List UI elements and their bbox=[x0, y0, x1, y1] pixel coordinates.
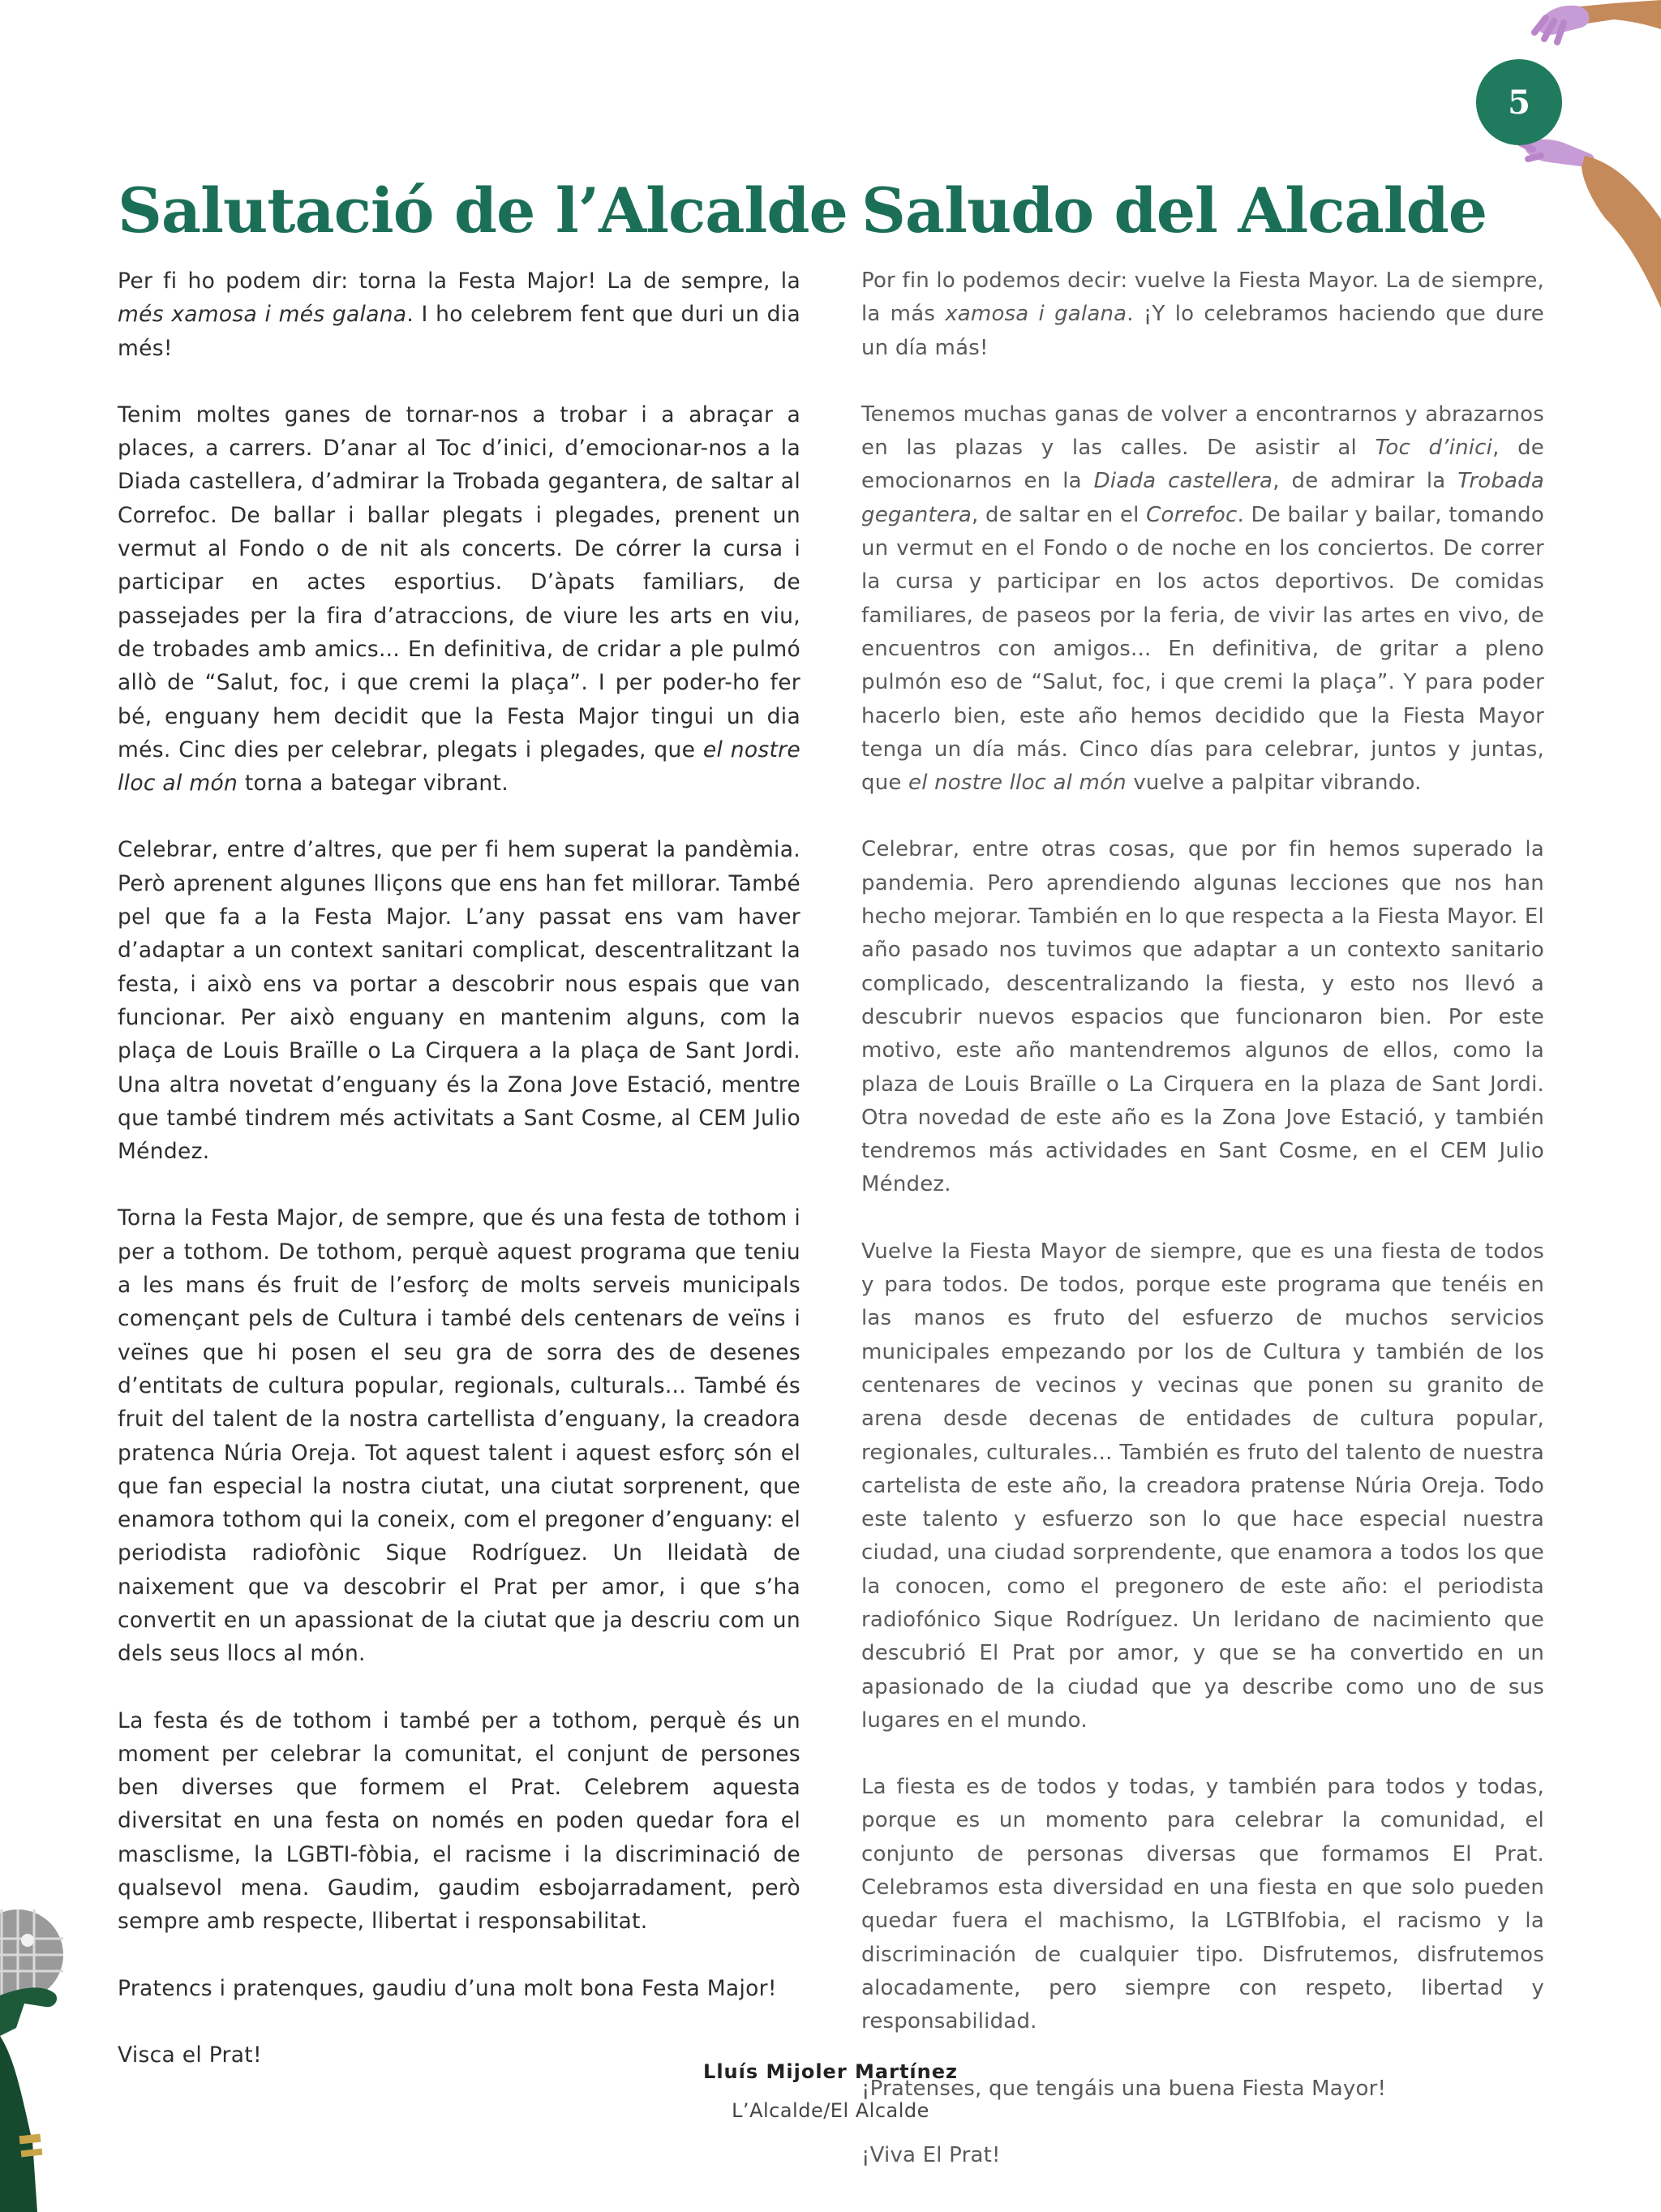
text-run: , de admirar la bbox=[1273, 469, 1458, 494]
text-run: ¡Viva El Prat! bbox=[861, 2142, 1001, 2167]
mayor-name: Lluís Mijoler Martínez bbox=[703, 2060, 958, 2083]
text-run: , de saltar en el bbox=[972, 502, 1147, 527]
text-run: Tenim moltes ganes de tornar-nos a trobar i a abraçar a places, a carrers. D’anar al Toc d’inici, d’emocionar-nos a la Diada castellera, d’admirar la Trobada gegantera, de saltar al Correfoc. De ballar i ballar plegats i plegades, prenent un vermut al Fondo o de nit als concerts. De córrer la cursa i participar en actes esportius. D’àpats familiars, de passejades per la fira d’atraccions, de viure les arts en viu, de trobades amb amics... En definitiva, de cridar a ple pulmó allò de “Salut, foc, i que cremi la plaça”. I per poder-ho fer bé, enguany hem decidit que la Festa Major tingui un dia més. Cinc dies per celebrar, plegats i plegades, que bbox=[118, 402, 800, 762]
spanish-body bbox=[861, 264, 1544, 2172]
text-run: Visca el Prat! bbox=[118, 2042, 262, 2068]
paragraph bbox=[861, 1235, 1544, 1737]
italic-text: Trobada gegantera bbox=[861, 469, 1545, 527]
text-run: Vuelve la Fiesta Mayor de siempre, que es una fiesta de todos y para todos. De todos, porque este programa que tenéis en las manos es fruto del esfuerzo de muchos servicios municipales empezando por los de Cultura y también de los centenares de vecinos y vecinas que ponen su granito de arena desde decenas de entidades de cultura popular, regionales, culturales... También es fruto del talento de nuestra cartelista de este año, la creadora pratense Núria Oreja. Todo este talento y esfuerzo son lo que hace especial nuestra ciudad, una ciudad sorprendente, que enamora a todos los que la conocen, como el pregonero de este año: el periodista radiofónico Sique Rodríguez. Un leridano de nacimiento que descubrió El Prat por amor, y que se ha convertido en un apasionado de la ciudad que ya describe como uno de sus lugares en el mundo. bbox=[861, 1239, 1544, 1733]
italic-text: Toc d’inici bbox=[1375, 436, 1493, 461]
catalan-heading: Salutació de l’Alcalde bbox=[118, 174, 848, 247]
italic-text: xamosa i galana bbox=[945, 302, 1127, 327]
paragraph bbox=[118, 264, 800, 365]
paragraph bbox=[861, 264, 1544, 365]
paragraph bbox=[118, 1972, 800, 2005]
text-run: . I ho celebrem fent que duri un dia més! bbox=[118, 302, 801, 361]
paragraph bbox=[118, 398, 800, 801]
text-run: Por fin lo podemos decir: vuelve la Fiesta Mayor. La de siempre, la más bbox=[861, 268, 1544, 327]
paragraph bbox=[118, 1201, 800, 1670]
italic-text: el nostre lloc al món bbox=[908, 771, 1127, 796]
paragraph bbox=[861, 833, 1544, 1201]
italic-text: Diada castellera bbox=[1093, 469, 1273, 494]
text-run: Pratencs i pratenques, gaudiu d’una molt bona Festa Major! bbox=[118, 1975, 777, 2001]
italic-text: Correfoc bbox=[1146, 502, 1238, 527]
italic-text: més xamosa i més galana bbox=[118, 302, 407, 328]
text-run: La fiesta es de todos y todas, y también para todos y todas, porque es un momento para celebrar la comunidad, el conjunto de personas diversas que formamos El Prat. Celebramos esta diversidad en una fiesta en que solo pueden quedar fuera el machismo, la LGTBIfobia, el racismo y la discriminación de cualquier tipo. Disfrutemos, disfrutemos alocadamente, pero siempre con respeto, libertad y responsabilidad. bbox=[861, 1775, 1544, 2034]
text-run: Tenemos muchas ganas de volver a encontrarnos y abrazarnos en las plazas y las calles. De asistir al bbox=[861, 402, 1544, 461]
text-run: Per fi ho podem dir: torna la Festa Major! La de sempre, la bbox=[118, 268, 800, 294]
paragraph bbox=[861, 398, 1544, 801]
text-run: ¡Pratenses, que tengáis una buena Fiesta Mayor! bbox=[861, 2076, 1387, 2101]
text-run: Celebrar, entre otras cosas, que por fin hemos superado la pandemia. Pero aprendiendo algunas lecciones que nos han hecho mejorar. También en lo que respecta a la Fiesta Mayor. El año pasado nos tuvimos que adaptar a un contexto sanitario complicado, descentralizando la fiesta, y esto nos llevó a descubrir nuevos espacios que funcionaron bien. Por este motivo, este año mantendremos algunos de ellos, como la plaza de Louis Braïlle o La Cirquera en la plaza de Sant Jordi. Otra novedad de este año es la Zona Jove Estació, y también tendremos más actividades en Sant Cosme, en el CEM Julio Méndez. bbox=[861, 837, 1544, 1197]
spanish-heading: Saludo del Alcalde bbox=[861, 174, 1487, 247]
disco-ball-hand-illustration bbox=[0, 1898, 89, 2212]
paragraph bbox=[118, 1704, 800, 1939]
text-run: La festa és de tothom i també per a tothom, perquè és un moment per celebrar la comunitat, el conjunt de persones ben diverses que formem el Prat. Celebrem aquesta diversitat en una festa on només en poden quedar fora el masclisme, la LGBTI-fòbia, el racisme i la discriminació de qualsevol mena. Gaudim, gaudim esbojarradament, però sempre amb respecte, llibertat i responsabilitat. bbox=[118, 1707, 800, 1935]
text-run: vuelve a palpitar vibrando. bbox=[1126, 771, 1422, 796]
text-run: . De bailar y bailar, tomando un vermut en el Fondo o de noche en los conciertos. De correr la cursa y participar en los actos deportivos. De comidas familiares, de paseos por la feria, de vivir las artes en vivo, de encuentros con amigos... En definitiva, de gritar a pleno pulmón eso de “Salut, foc, i que cremi la plaça”. Y para poder hacerlo bien, este año hemos decidido que la Fiesta Mayor tenga un día más. Cinco días para celebrar, juntos y juntas, que bbox=[861, 502, 1544, 796]
paragraph bbox=[861, 1771, 1544, 2038]
text-run: Torna la Festa Major, de sempre, que és una festa de tothom i per a tothom. De tothom, perquè aquest programa que teniu a les mans és fruit de l’esforç de molts serveis municipals començant pels de Cultura i també dels centenars de veïns i veïnes que hi posen el seu gra de sorra des de desenes d’entitats de cultura popular, regionals, culturals... També és fruit del talent de la nostra cartellista d’enguany, la creadora pratenca Núria Oreja. Tot aquest talent i aquest esforç són el que fan especial la nostra ciutat, una ciutat sorprenent, que enamora tothom qui la coneix, com el pregoner d’enguany: el periodista radiofònic Sique Rodríguez. Un lleidatà de naixement que va descobrir el Prat per amor, i que s’ha convertit en un apassionat de la ciutat que ja descriu com un dels seus llocs al món. bbox=[118, 1205, 800, 1667]
signature-block bbox=[0, 2060, 1661, 2122]
paragraph bbox=[861, 2139, 1544, 2172]
spanish-column bbox=[861, 170, 1544, 2206]
paragraph bbox=[118, 833, 800, 1168]
text-run: . ¡Y lo celebramos haciendo que dure un día más! bbox=[861, 302, 1544, 360]
catalan-body bbox=[118, 264, 800, 2072]
text-run: torna a bategar vibrant. bbox=[238, 771, 509, 797]
page-number-badge: 5 bbox=[1476, 59, 1562, 145]
text-run: , de emocionarnos en la bbox=[861, 436, 1544, 494]
italic-text: el nostre lloc al món bbox=[118, 737, 800, 797]
mayor-title: L’Alcalde/El Alcalde bbox=[732, 2099, 929, 2122]
text-run: Celebrar, entre d’altres, que per fi hem superat la pandèmia. Però aprenent algunes lliçons que ens han fet millorar. També pel que fa a la Festa Major. L’any passat ens vam haver d’adaptar a un context sanitari complicat, descentralitzant la festa, i això ens va portar a descobrir nous espais que van funcionar. Per això enguany en mantenim alguns, com la plaça de Louis Braïlle o La Cirquera a la plaça de Sant Jordi. Una altra novetat d’enguany és la Zona Jove Estació, mentre que també tindrem més activitats a Sant Cosme, al CEM Julio Méndez. bbox=[118, 837, 800, 1165]
